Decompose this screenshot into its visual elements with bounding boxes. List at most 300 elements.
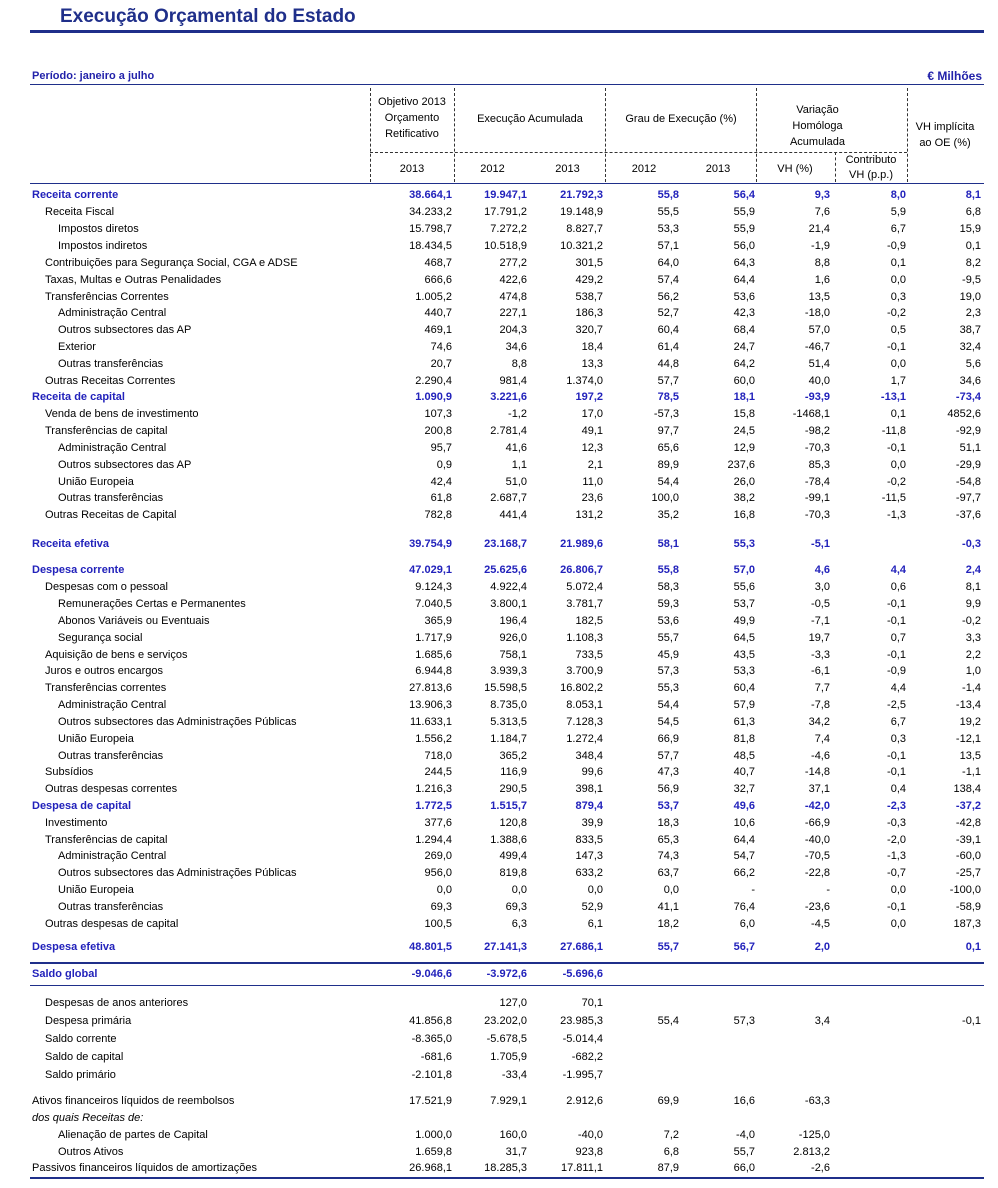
row-value: - (751, 884, 755, 896)
rule-before-saldo (30, 962, 984, 964)
row-value: 17,0 (581, 408, 603, 420)
row-value: 5.313,5 (490, 716, 527, 728)
row-value: 53,7 (733, 598, 755, 610)
row-value: 1.772,5 (415, 800, 452, 812)
table-row (0, 373, 998, 389)
row-label: Administração Central (58, 442, 167, 454)
row-value: 57,3 (657, 665, 679, 677)
row-value: 5,6 (965, 358, 981, 370)
row-value: 474,8 (499, 291, 527, 303)
row-value: 55,9 (733, 223, 755, 235)
row-value: -2,5 (887, 699, 906, 711)
row-value: 11,0 (582, 476, 603, 488)
row-value: 41.856,8 (409, 1015, 452, 1027)
row-value: -33,4 (501, 1069, 527, 1081)
row-value: 55,4 (657, 1015, 679, 1027)
row-value: -0,1 (887, 341, 906, 353)
row-value: 7.272,2 (490, 223, 527, 235)
period-label: Período: janeiro a julho (32, 70, 155, 82)
row-value: 57,4 (657, 274, 679, 286)
row-value: 64,0 (657, 257, 679, 269)
row-value: -0,2 (962, 615, 981, 627)
row-value: 16,8 (733, 509, 755, 521)
row-label: Subsídios (45, 766, 94, 778)
row-value: 57,7 (657, 750, 679, 762)
table-row (0, 204, 998, 220)
row-value: 200,8 (424, 425, 452, 437)
row-value: 69,3 (430, 901, 452, 913)
row-value: 0,0 (890, 274, 906, 286)
row-label: Aquisição de bens e serviços (45, 649, 188, 661)
row-value: 34,6 (505, 341, 527, 353)
row-label: Receita de capital (32, 391, 125, 403)
row-value: 10,6 (733, 817, 755, 829)
row-value: -11,5 (881, 492, 906, 504)
row-value: 301,5 (575, 257, 603, 269)
row-label: Passivos financeiros líquidos de amortizações (32, 1162, 258, 1174)
row-value: 348,4 (575, 750, 603, 762)
row-value: 56,4 (733, 189, 755, 201)
table-row (0, 562, 998, 578)
row-value: 40,0 (808, 375, 830, 387)
row-label: Outros subsectores das Administrações Públicas (58, 716, 297, 728)
row-value: 38.664,1 (409, 189, 452, 201)
row-value: -93,9 (804, 391, 830, 403)
row-value: 15,8 (733, 408, 755, 420)
row-value: 7,7 (814, 682, 830, 694)
row-value: -73,4 (955, 391, 981, 403)
row-value: 41,1 (657, 901, 679, 913)
table-row (0, 1067, 998, 1083)
header-top-rule (30, 84, 984, 85)
row-value: 1.374,0 (566, 375, 603, 387)
row-value: 1.005,2 (415, 291, 452, 303)
table-row (0, 1144, 998, 1160)
row-value: 0,1 (890, 257, 906, 269)
row-value: 2,1 (587, 459, 603, 471)
row-value: 76,4 (733, 901, 755, 913)
row-value: 23.168,7 (484, 538, 527, 550)
header-objetivo: Objetivo 2013 Orçamento Retificativo (378, 96, 446, 140)
table-row (0, 966, 998, 982)
table-row (0, 423, 998, 439)
row-value: -70,3 (804, 442, 830, 454)
row-value: 469,1 (424, 324, 452, 336)
row-value: - (826, 884, 830, 896)
row-value: 2.912,6 (566, 1095, 603, 1107)
row-value: 53,3 (657, 223, 679, 235)
row-value: -42,0 (804, 800, 830, 812)
table-row (0, 630, 998, 646)
row-label: Receita corrente (32, 189, 119, 201)
row-value: 186,3 (575, 307, 603, 319)
row-value: 0,0 (663, 884, 679, 896)
table-row (0, 474, 998, 490)
row-value: 2.687,7 (490, 492, 527, 504)
row-value: 4.922,4 (490, 581, 527, 593)
row-value: -1.995,7 (562, 1069, 603, 1081)
row-value: -0,1 (962, 1015, 981, 1027)
row-value: 58,3 (657, 581, 679, 593)
row-value: -2.101,8 (411, 1069, 452, 1081)
row-value: 57,3 (733, 1015, 755, 1027)
table-row (0, 748, 998, 764)
row-value: 1,0 (965, 665, 981, 677)
row-value: 66,2 (733, 867, 755, 879)
table-row (0, 815, 998, 831)
row-value: -1,3 (887, 850, 906, 862)
row-value: 100,5 (424, 918, 452, 930)
row-value: 160,0 (499, 1129, 527, 1141)
row-value: -54,8 (955, 476, 981, 488)
row-value: 49,1 (581, 425, 603, 437)
row-value: 18.434,5 (409, 240, 452, 252)
row-value: 0,1 (890, 408, 906, 420)
row-value: 0,4 (890, 783, 906, 795)
row-value: 6,1 (587, 918, 603, 930)
row-value: 100,0 (651, 492, 679, 504)
row-value: -8.365,0 (411, 1033, 452, 1045)
row-label: Ativos financeiros líquidos de reembolsos (32, 1095, 235, 1107)
row-value: -98,2 (804, 425, 830, 437)
row-value: -42,8 (955, 817, 981, 829)
row-value: -70,3 (804, 509, 830, 521)
row-value: 7.929,1 (490, 1095, 527, 1107)
row-value: 57,1 (657, 240, 679, 252)
row-value: 3,3 (965, 632, 981, 644)
row-value: -13,4 (955, 699, 981, 711)
row-value: 6,8 (965, 206, 981, 218)
row-value: 55,8 (657, 189, 679, 201)
row-value: 26.968,1 (409, 1162, 452, 1174)
row-value: 53,3 (733, 665, 755, 677)
row-label: Despesa efetiva (32, 941, 116, 953)
row-value: 87,9 (657, 1162, 679, 1174)
row-value: 17.521,9 (409, 1095, 452, 1107)
header-grau: Grau de Execução (%) (625, 113, 737, 125)
row-value: 45,9 (657, 649, 679, 661)
table-row (0, 490, 998, 506)
row-value: 12,9 (733, 442, 755, 454)
row-value: 23.202,0 (484, 1015, 527, 1027)
row-value: 70,1 (581, 997, 603, 1009)
row-value: 64,2 (733, 358, 755, 370)
row-value: 55,7 (657, 632, 679, 644)
row-value: 19.148,9 (560, 206, 603, 218)
row-value: 3.800,1 (490, 598, 527, 610)
row-value: 1,1 (511, 459, 527, 471)
row-value: 1.388,6 (490, 834, 527, 846)
row-label: Outros subsectores das AP (58, 324, 192, 336)
header-divider (756, 88, 757, 182)
row-value: 1.556,2 (415, 733, 452, 745)
table-row (0, 995, 998, 1011)
row-value: 23.985,3 (560, 1015, 603, 1027)
row-label: Outras transferências (58, 750, 164, 762)
row-value: -3.972,6 (486, 968, 527, 980)
row-value: 7,4 (814, 733, 830, 745)
row-label: Outras despesas correntes (45, 783, 178, 795)
table-row (0, 865, 998, 881)
row-value: 0,5 (890, 324, 906, 336)
row-value: 4,4 (890, 682, 906, 694)
row-value: 441,4 (499, 509, 527, 521)
row-value: 204,3 (499, 324, 527, 336)
row-value: 56,7 (733, 941, 755, 953)
row-value: -1,2 (508, 408, 527, 420)
row-value: -5.696,6 (562, 968, 603, 980)
row-value: 35,2 (657, 509, 679, 521)
row-label: Outros subsectores das AP (58, 459, 192, 471)
row-label: Despesa corrente (32, 564, 125, 576)
table-row (0, 440, 998, 456)
row-value: 49,6 (733, 800, 755, 812)
row-value: -13,1 (880, 391, 906, 403)
row-value: 31,7 (505, 1146, 527, 1158)
row-value: -7,1 (811, 615, 830, 627)
table-row (0, 663, 998, 679)
row-value: -12,1 (955, 733, 981, 745)
row-value: 26.806,7 (560, 564, 603, 576)
row-value: -6,1 (811, 665, 830, 677)
row-value: 18,2 (657, 918, 679, 930)
row-label: Receita Fiscal (45, 206, 115, 218)
row-label: Exterior (58, 341, 96, 353)
row-value: 8,1 (965, 189, 981, 201)
row-value: 27.686,1 (560, 941, 603, 953)
row-value: 6,8 (663, 1146, 679, 1158)
row-value: -70,5 (804, 850, 830, 862)
row-value: 16,6 (733, 1095, 755, 1107)
row-value: -9,5 (962, 274, 981, 286)
row-value: 1.090,9 (415, 391, 452, 403)
row-value: 27.141,3 (484, 941, 527, 953)
row-value: 55,7 (733, 1146, 755, 1158)
row-value: -2,0 (887, 834, 906, 846)
row-value: -5.678,5 (486, 1033, 527, 1045)
row-label: Investimento (45, 817, 108, 829)
row-value: 95,7 (430, 442, 452, 454)
table-row (0, 882, 998, 898)
row-value: 0,0 (890, 918, 906, 930)
row-value: 13,3 (581, 358, 603, 370)
row-value: 99,6 (581, 766, 603, 778)
table-row (0, 647, 998, 663)
row-value: -1468,1 (792, 408, 830, 420)
row-label: Remunerações Certas e Permanentes (58, 598, 246, 610)
row-value: 8,8 (814, 257, 830, 269)
row-value: 39.754,9 (409, 538, 452, 550)
table-row (0, 507, 998, 523)
row-value: 833,5 (575, 834, 603, 846)
row-value: 0,0 (890, 884, 906, 896)
row-label: Outras transferências (58, 901, 164, 913)
table-row (0, 832, 998, 848)
row-value: 54,4 (657, 476, 679, 488)
row-value: 7.040,5 (415, 598, 452, 610)
row-value: -1,4 (962, 682, 981, 694)
row-value: 0,6 (890, 581, 906, 593)
row-value: 21,4 (808, 223, 830, 235)
row-value: 15.798,7 (409, 223, 452, 235)
row-value: 7.128,3 (566, 716, 603, 728)
rule-after-saldo (30, 985, 984, 986)
row-value: 182,5 (575, 615, 603, 627)
row-value: 68,4 (733, 324, 755, 336)
row-value: 64,5 (733, 632, 755, 644)
row-value: 18,3 (657, 817, 679, 829)
row-label: Transferências Correntes (45, 291, 169, 303)
row-value: 0,3 (890, 733, 906, 745)
row-value: 8,8 (511, 358, 527, 370)
row-label: Outras transferências (58, 492, 164, 504)
row-value: 69,3 (505, 901, 527, 913)
row-value: -92,9 (955, 425, 981, 437)
row-value: 34,6 (959, 375, 981, 387)
row-label: Despesas com o pessoal (45, 581, 168, 593)
row-value: 2.813,2 (793, 1146, 830, 1158)
header-year: 2013 (555, 163, 580, 175)
row-value: -40,0 (577, 1129, 603, 1141)
row-value: 25.625,6 (484, 564, 527, 576)
row-value: 55,9 (733, 206, 755, 218)
row-value: 5,9 (890, 206, 906, 218)
table-row (0, 697, 998, 713)
row-value: 0,0 (587, 884, 603, 896)
row-value: 277,2 (499, 257, 527, 269)
table-row (0, 339, 998, 355)
row-value: 19.947,1 (484, 189, 527, 201)
row-value: 60,0 (733, 375, 755, 387)
table-row (0, 1110, 998, 1126)
row-value: 37,1 (808, 783, 830, 795)
row-value: 3,4 (814, 1015, 830, 1027)
row-value: -29,9 (955, 459, 981, 471)
row-value: 89,9 (657, 459, 679, 471)
row-value: 56,9 (657, 783, 679, 795)
table-row (0, 939, 998, 955)
table-row (0, 272, 998, 288)
row-label: Saldo global (32, 968, 98, 980)
row-value: 53,7 (657, 800, 679, 812)
row-value: 127,0 (499, 997, 527, 1009)
row-value: 24,7 (733, 341, 755, 353)
table-row (0, 731, 998, 747)
table-row (0, 221, 998, 237)
row-value: 3.939,3 (490, 665, 527, 677)
row-value: 4852,6 (947, 408, 981, 420)
row-value: 60,4 (657, 324, 679, 336)
row-value: 0,9 (436, 459, 452, 471)
row-label: Saldo corrente (45, 1033, 117, 1045)
row-value: 34.233,2 (409, 206, 452, 218)
row-value: 2,3 (965, 307, 981, 319)
table-row (0, 1013, 998, 1029)
row-value: 981,4 (499, 375, 527, 387)
header-year: 2012 (480, 163, 505, 175)
table-row (0, 305, 998, 321)
row-value: 8,0 (890, 189, 906, 201)
row-value: 52,9 (581, 901, 603, 913)
row-label: Administração Central (58, 307, 167, 319)
row-value: -39,1 (955, 834, 981, 846)
table-row (0, 1049, 998, 1065)
row-value: 2.290,4 (415, 375, 452, 387)
row-value: 0,0 (436, 884, 452, 896)
header-year: 2013 (399, 163, 425, 175)
row-value: 54,5 (657, 716, 679, 728)
row-value: 63,7 (657, 867, 679, 879)
table-row (0, 714, 998, 730)
header-divider (835, 152, 836, 182)
row-value: 18,1 (733, 391, 755, 403)
row-value: 377,6 (424, 817, 452, 829)
row-value: -9.046,6 (411, 968, 452, 980)
table-row (0, 406, 998, 422)
row-value: 47.029,1 (409, 564, 452, 576)
row-value: 633,2 (575, 867, 603, 879)
row-value: 65,6 (657, 442, 679, 454)
row-value: 19,2 (959, 716, 981, 728)
row-value: 3.700,9 (566, 665, 603, 677)
row-value: -0,3 (962, 538, 981, 550)
row-value: 398,1 (575, 783, 603, 795)
row-value: 52,7 (657, 307, 679, 319)
row-label: dos quais Receitas de: (32, 1112, 144, 1124)
row-value: -5,1 (811, 538, 830, 550)
header-contributo: Contributo VH (p.p.) (845, 154, 897, 181)
row-value: -46,7 (804, 341, 830, 353)
title-rule (30, 30, 984, 33)
header-divider (907, 88, 908, 182)
row-value: 7,2 (663, 1129, 679, 1141)
row-value: 56,2 (657, 291, 679, 303)
row-value: -682,2 (571, 1051, 603, 1063)
row-value: -11,8 (881, 425, 906, 437)
row-value: 6,0 (739, 918, 755, 930)
row-value: 18,4 (581, 341, 603, 353)
row-value: 120,8 (499, 817, 527, 829)
row-value: 57,0 (808, 324, 830, 336)
table-row (0, 1031, 998, 1047)
row-value: 538,7 (575, 291, 603, 303)
row-value: -60,0 (955, 850, 981, 862)
row-value: 956,0 (424, 867, 452, 879)
row-value: 20,7 (430, 358, 452, 370)
row-value: -0,1 (887, 615, 906, 627)
row-value: 1.717,9 (415, 632, 452, 644)
row-value: 147,3 (575, 850, 603, 862)
row-value: 0,3 (890, 291, 906, 303)
row-value: 290,5 (499, 783, 527, 795)
table-row (0, 781, 998, 797)
row-value: 1.000,0 (415, 1129, 452, 1141)
row-value: 18.285,3 (484, 1162, 527, 1174)
row-label: Outros subsectores das Administrações Públicas (58, 867, 297, 879)
row-value: -25,7 (955, 867, 981, 879)
row-value: 60,4 (733, 682, 755, 694)
row-value: 879,4 (575, 800, 603, 812)
row-value: 17.791,2 (484, 206, 527, 218)
row-value: 61,3 (733, 716, 755, 728)
row-value: 468,7 (424, 257, 452, 269)
header-divider (370, 88, 371, 182)
row-value: 8.827,7 (566, 223, 603, 235)
row-value: -0,9 (887, 240, 906, 252)
row-value: 56,0 (733, 240, 755, 252)
row-value: -40,0 (804, 834, 830, 846)
row-value: 44,8 (657, 358, 679, 370)
